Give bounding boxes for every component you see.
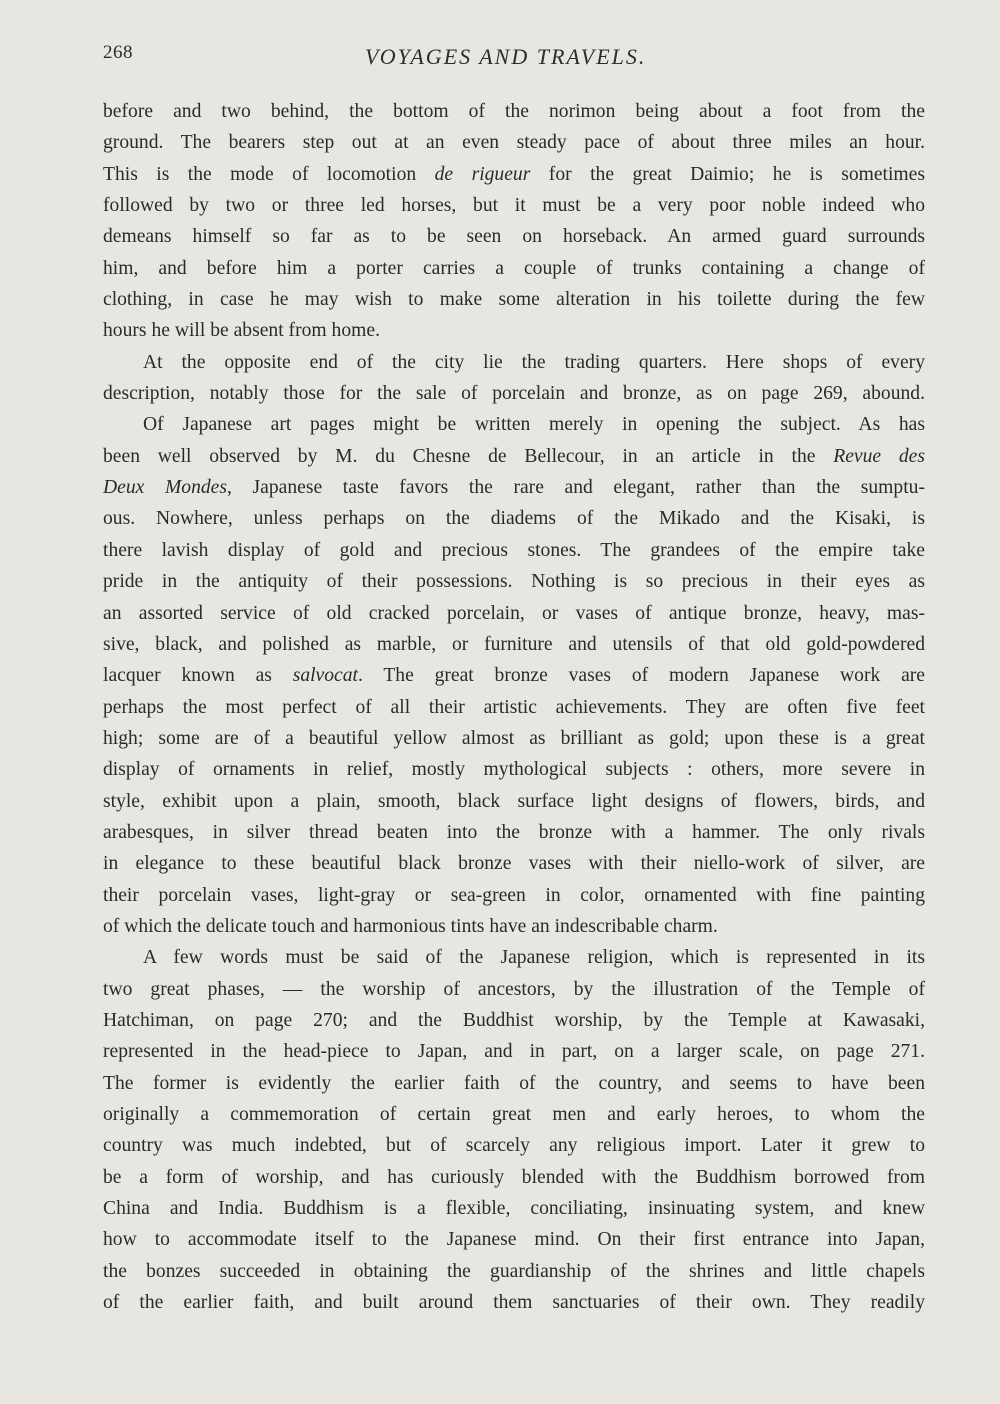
text-line: description, notably those for the sale of porcelain and bronze, as on page 269, abound. (103, 383, 925, 405)
page-number: 268 (103, 42, 133, 63)
text-line: Hatchiman, on page 270; and the Buddhist worship, by the Temple at Kawasaki, (103, 1009, 925, 1031)
text-line: him, and before him a porter carries a couple of trunks containing a change of (103, 257, 925, 279)
text-line: ground. The bearers step out at an even steady pace of about three miles an hour. (103, 132, 925, 154)
text-line: their porcelain vases, light-gray or sea-green in color, ornamented with fine painting (103, 884, 925, 906)
text-line: the bonzes succeeded in obtaining the guardianship of the shrines and little chapels (103, 1260, 925, 1282)
text-line: high; some are of a beautiful yellow almost as brilliant as gold; upon these is a great (103, 727, 925, 749)
text-line: originally a commemoration of certain great men and early heroes, to whom the (103, 1104, 925, 1125)
text-line: At the opposite end of the city lie the trading quarters. Here shops of every (143, 351, 925, 373)
text-line: two great phases, — the worship of ancestors, by the illustration of the Temple of (103, 978, 925, 1000)
text-line: followed by two or three led horses, but it must be a very poor noble indeed who (103, 195, 925, 217)
text-line: clothing, in case he may wish to make some alteration in his toilette during the few (103, 289, 925, 311)
text-line: of which the delicate touch and harmonious tints have an indescribable charm. (103, 915, 718, 937)
text-line: China and India. Buddhism is a flexible, conciliating, insinuating system, and knew (103, 1198, 925, 1220)
italic-phrase: Revue des (833, 445, 925, 467)
text-line: A few words must be said of the Japanese religion, which is represented in its (143, 947, 925, 969)
text-line: before and two behind, the bottom of the norimon being about a foot from the (103, 101, 925, 122)
text-line: The former is evidently the earlier faith of the country, and seems to have been (103, 1072, 925, 1094)
text-line: display of ornaments in relief, mostly mythological subjects : others, more severe in (103, 759, 925, 781)
text-line: there lavish display of gold and precious stones. The grandees of the empire take (103, 539, 925, 561)
text-line: Deux Mondes, Japanese taste favors the rare and elegant, rather than the sumptu- (103, 477, 925, 499)
text-line: ous. Nowhere, unless perhaps on the diadems of the Mikado and the Kisaki, is (103, 508, 925, 530)
text-line: style, exhibit upon a plain, smooth, black surface light designs of flowers, birds, and (103, 790, 925, 812)
text-line: arabesques, in silver thread beaten into the bronze with a hammer. The only rivals (103, 821, 925, 843)
text-line: an assorted service of old cracked porcelain, or vases of antique bronze, heavy, mas- (103, 602, 925, 624)
text-line: lacquer known as salvocat. The great bronze vases of modern Japanese work are (103, 665, 925, 687)
italic-phrase: Deux Mondes (103, 477, 227, 499)
italic-phrase: de rigueur (434, 163, 531, 185)
text-line: pride in the antiquity of their possessions. Nothing is so precious in their eyes as (103, 571, 925, 593)
running-head (103, 40, 925, 80)
running-title: VOYAGES AND TRAVELS. (365, 44, 647, 69)
text-line: of the earlier faith, and built around them sanctuaries of their own. They readily (103, 1292, 925, 1314)
text-line: This is the mode of locomotion de rigueur for the great Daimio; he is sometimes (103, 163, 925, 185)
body-text (103, 96, 925, 1318)
text-line: Of Japanese art pages might be written merely in opening the subject. As has (143, 414, 925, 436)
text-line: sive, black, and polished as marble, or furniture and utensils of that old gold-powdered (103, 633, 925, 655)
text-line: be a form of worship, and has curiously blended with the Buddhism borrowed from (103, 1166, 925, 1188)
text-line: how to accommodate itself to the Japanese mind. On their first entrance into Japan, (103, 1229, 925, 1251)
text-line: represented in the head-piece to Japan, and in part, on a larger scale, on page 271. (103, 1041, 925, 1063)
italic-phrase: salvocat (292, 665, 358, 687)
text-line: in elegance to these beautiful black bronze vases with their niello-work of silver, are (103, 853, 925, 875)
text-line: demeans himself so far as to be seen on horseback. An armed guard surrounds (103, 226, 925, 248)
text-line: country was much indebted, but of scarcely any religious import. Later it grew to (103, 1135, 925, 1157)
text-line: perhaps the most perfect of all their artistic achievements. They are often five feet (103, 696, 925, 718)
text-line: been well observed by M. du Chesne de Bellecour, in an article in the Revue des (103, 445, 925, 467)
text-line: hours he will be absent from home. (103, 320, 380, 342)
